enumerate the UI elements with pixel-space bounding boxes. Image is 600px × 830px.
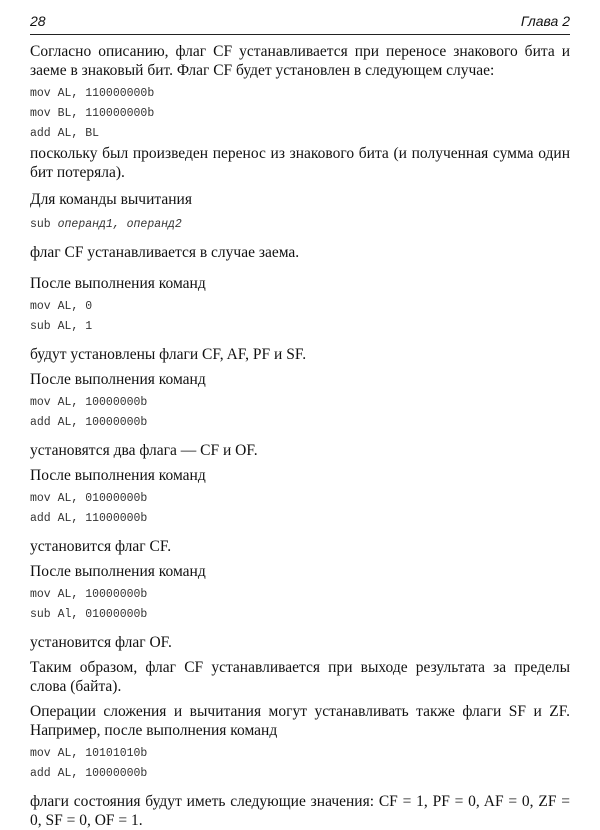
paragraph-after-3: После выполнения команд xyxy=(30,467,206,484)
paragraph-subtraction: Для команды вычитания xyxy=(30,191,192,208)
paragraph-after-4: После выполнения команд xyxy=(30,563,206,580)
code-block-5 xyxy=(30,489,570,529)
chapter-title: Глава 2 xyxy=(520,13,570,29)
code-line: mov AL, 10101010b xyxy=(30,747,148,760)
code-block-1 xyxy=(30,84,570,144)
paragraph-after-1: После выполнения команд xyxy=(30,275,206,292)
paragraph-flags-1: будут установлены флаги CF, AF, PF и SF. xyxy=(30,346,307,363)
paragraph-borrow: флаг CF устанавливается в случае заема. xyxy=(30,244,300,261)
page-header xyxy=(30,12,570,35)
code-line: add AL, 10000000b xyxy=(30,767,148,780)
code-line: mov AL, 10000000b xyxy=(30,396,148,409)
code-line-sub xyxy=(30,215,570,235)
paragraph-carry: поскольку был произведен перенос из знакового бита (и полученная сумма один бит потеряла). xyxy=(30,145,570,181)
code-operands: операнд1, операнд2 xyxy=(57,218,182,231)
code-block-7 xyxy=(30,744,570,784)
code-block-3 xyxy=(30,297,570,337)
code-line: mov AL, 110000000b xyxy=(30,87,155,100)
paragraph-flags-4: установится флаг OF. xyxy=(30,634,172,651)
code-block-6 xyxy=(30,585,570,625)
page-body xyxy=(30,42,570,830)
paragraph-final-flags: флаги состояния будут иметь следующие значения: CF = 1, PF = 0, AF = 0, ZF = 0, SF = 0, OF = 1. xyxy=(30,793,570,829)
paragraph-sf-zf: Операции сложения и вычитания могут устанавливать также флаги SF и ZF. Например, после выполнения команд xyxy=(30,703,570,739)
code-line: sub Al, 01000000b xyxy=(30,608,148,621)
code-line: mov AL, 0 xyxy=(30,300,93,313)
paragraph-after-2: После выполнения команд xyxy=(30,371,206,388)
paragraph-flags-2: установятся два флага — CF и OF. xyxy=(30,442,258,459)
code-line: mov AL, 10000000b xyxy=(30,588,148,601)
code-mnemonic: sub xyxy=(30,218,58,231)
code-line: sub AL, 1 xyxy=(30,320,93,333)
code-line: add AL, 10000000b xyxy=(30,416,148,429)
code-block-4 xyxy=(30,393,570,433)
paragraph-conclusion: Таким образом, флаг CF устанавливается при выходе результата за пределы слова (байта). xyxy=(30,659,570,695)
code-line: add AL, BL xyxy=(30,127,100,140)
code-line: mov BL, 110000000b xyxy=(30,107,155,120)
paragraph-intro: Согласно описанию, флаг CF устанавливается при переносе знакового бита и заеме в знаковый бит. Флаг CF будет установлен в следующем случае: xyxy=(30,43,570,79)
code-line: mov AL, 01000000b xyxy=(30,492,148,505)
paragraph-flags-3: установится флаг CF. xyxy=(30,538,172,555)
code-line: add AL, 11000000b xyxy=(30,512,148,525)
page-number: 28 xyxy=(30,13,46,29)
